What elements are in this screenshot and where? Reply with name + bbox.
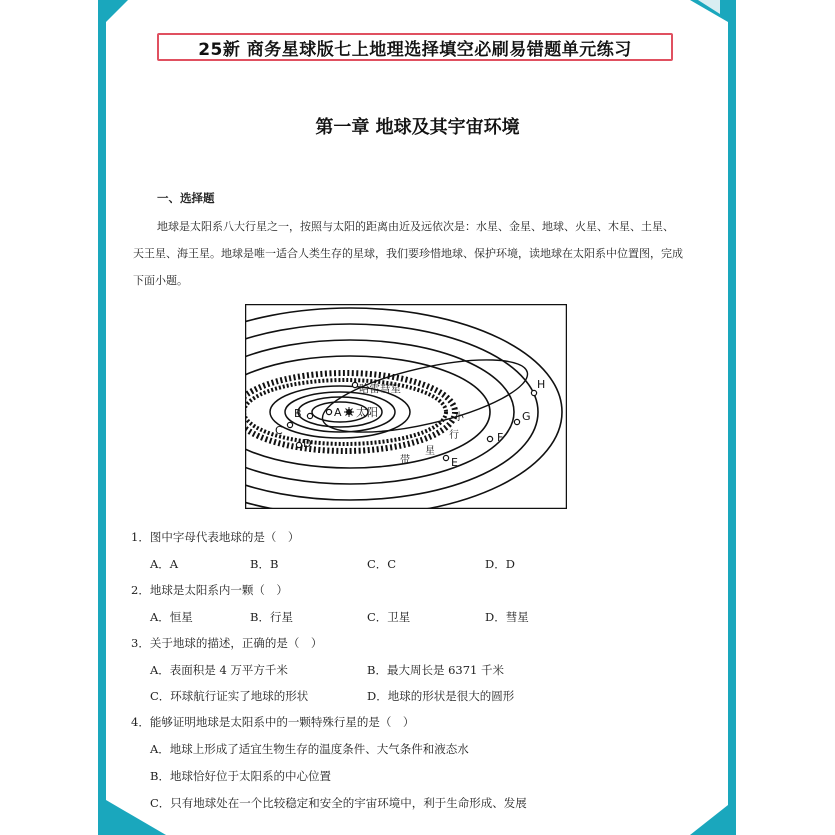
sun-label: 太阳 (356, 406, 378, 419)
planet-c-marker (287, 422, 292, 427)
planet-a-marker (326, 409, 331, 414)
corner-decoration (106, 0, 128, 22)
question-option: A．表面积是 4 万平方千米 (150, 663, 288, 677)
question-option: C．C (367, 557, 397, 571)
planet-label: G (522, 410, 531, 423)
question-stem: 4．能够证明地球是太阳系中的一颗特殊行星的是（ ） (131, 715, 415, 729)
question-option: C．卫星 (367, 610, 411, 624)
document-title: 25新 商务星球版七上地理选择填空必刷易错题单元练习 (157, 33, 673, 61)
question-option: B．地球恰好位于太阳系的中心位置 (150, 769, 331, 783)
question-option: A．恒星 (150, 610, 193, 624)
section-title: 一、选择题 (157, 191, 215, 205)
planet-g-marker (514, 419, 519, 424)
question-stem: 1．图中字母代表地球的是（ ） (131, 530, 300, 544)
planet-label: B (294, 407, 302, 420)
question-option: D．D (485, 557, 515, 571)
belt-label: 带 (400, 455, 410, 466)
planet-e-marker (443, 455, 448, 460)
planet-label: H (537, 378, 546, 391)
question-option: D．彗星 (485, 610, 529, 624)
planet-label: E (451, 456, 458, 469)
question-option: D．地球的形状是很大的圆形 (367, 689, 515, 703)
planet-label: D (303, 437, 312, 450)
planet-f-marker (487, 436, 492, 441)
question-option: A．地球上形成了适宜生物生存的温度条件、大气条件和液态水 (150, 742, 469, 756)
planet-d-marker (296, 442, 301, 447)
question-option: A．A (150, 557, 179, 571)
belt-label: 星 (425, 446, 435, 457)
planet-label: C (275, 424, 283, 437)
corner-decoration (690, 805, 728, 835)
question-option: B．最大周长是 6371 千米 (367, 663, 505, 677)
question-stem: 3．关于地球的描述，正确的是（ ） (131, 636, 323, 650)
solar-system-diagram (245, 304, 567, 509)
comet-label: 哈雷彗星 (359, 383, 401, 395)
planet-h-marker (531, 390, 536, 395)
planet-label: F (497, 431, 504, 444)
comet-marker (352, 382, 357, 387)
chapter-title: 第一章 地球及其宇宙环境 (315, 117, 520, 138)
question-stem: 2．地球是太阳系内一颗（ ） (131, 583, 288, 597)
planet-b-marker (307, 413, 312, 418)
planet-label: A (334, 406, 342, 419)
belt-label: 行 (449, 430, 459, 441)
question-option: B．B (250, 557, 279, 571)
intro-paragraph: 地球是太阳系八大行星之一，按照与太阳的距离由近及远依次是：水星、金星、地球、火星、木星、土星、天王星、海王星。地球是唯一适合人类生存的星球，我们要珍惜地球、保护环境，读地球在太阳系中位置图，完成下面小题。 (133, 220, 683, 287)
belt-label: 小 (454, 412, 464, 423)
corner-decoration (690, 0, 728, 22)
question-option: B．行星 (250, 610, 293, 624)
question-option: C．只有地球处在一个比较稳定和安全的宇宙环境中，利于生命形成、发展 (150, 796, 527, 810)
question-option: C．环球航行证实了地球的形状 (150, 689, 309, 703)
